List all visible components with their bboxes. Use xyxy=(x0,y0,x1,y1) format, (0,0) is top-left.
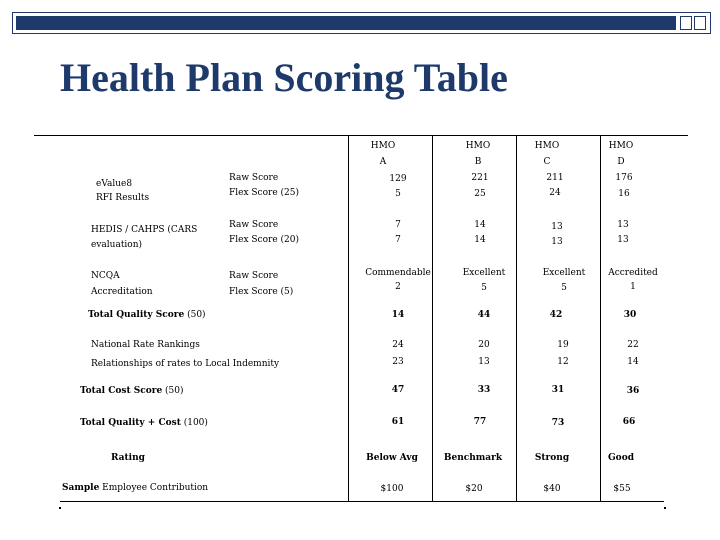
col-header-hmo-a-letter: A xyxy=(379,157,387,167)
cell-evalue8-a: 129 xyxy=(389,174,407,184)
cell-hedis-flex-b: 14 xyxy=(474,235,486,245)
col-header-hmo-c-letter: C xyxy=(543,157,551,167)
row-sub-raw-score: Raw Score xyxy=(229,271,279,281)
row-sub-raw-score: Raw Score xyxy=(229,173,279,183)
cell-rfi-a: 5 xyxy=(395,189,401,199)
row-label-ncqa: NCQA xyxy=(91,271,120,281)
cell-evalue8-b: 221 xyxy=(471,173,489,183)
row-label-evaluation: evaluation) xyxy=(91,240,143,250)
cell-hedis-flex-c: 13 xyxy=(551,237,563,247)
col-divider-a xyxy=(348,135,349,501)
cell-hedis-raw-c: 13 xyxy=(551,222,563,232)
header-fill xyxy=(16,16,676,30)
cell-ncqa-flex-b: 5 xyxy=(481,283,487,293)
cell-ncqa-raw-c: Excellent xyxy=(542,268,586,278)
col-header-hmo-b: HMO xyxy=(465,141,491,151)
cell-ncqa-raw-d: Accredited xyxy=(608,268,658,278)
cell-evalue8-d: 176 xyxy=(615,173,633,183)
cell-national-a: 24 xyxy=(392,340,404,350)
footer-dot-right xyxy=(664,507,666,509)
header-square-left xyxy=(680,16,692,30)
cell-ncqa-raw-b: Excellent xyxy=(462,268,506,278)
cell-relationship-c: 12 xyxy=(557,357,569,367)
col-header-hmo-b-letter: B xyxy=(474,157,482,167)
cell-rating-d: Good xyxy=(608,453,634,463)
sample-bold: Sample xyxy=(62,483,100,493)
cell-total-qc-c: 73 xyxy=(551,418,565,428)
cell-sample-c: $40 xyxy=(543,484,561,494)
total-quality-bold: Total Quality Score xyxy=(88,310,185,320)
col-header-hmo-d: HMO xyxy=(608,141,634,151)
cell-total-qc-a: 61 xyxy=(391,417,405,427)
row-label-total-quality xyxy=(88,310,206,320)
cell-hedis-flex-a: 7 xyxy=(395,235,401,245)
cell-total-cost-b: 33 xyxy=(477,385,491,395)
row-sub-raw-score: Raw Score xyxy=(229,220,279,230)
total-cost-max: (50) xyxy=(162,386,184,396)
row-sub-flex-score: Flex Score (20) xyxy=(229,235,299,245)
cell-hedis-flex-d: 13 xyxy=(617,235,629,245)
cell-sample-d: $55 xyxy=(613,484,631,494)
col-divider-b xyxy=(432,135,433,501)
page-title: Health Plan Scoring Table xyxy=(60,55,508,100)
cell-total-quality-a: 14 xyxy=(391,310,405,320)
cell-rfi-b: 25 xyxy=(474,189,486,199)
cell-rfi-d: 16 xyxy=(618,189,630,199)
cell-total-qc-d: 66 xyxy=(622,417,636,427)
cell-ncqa-flex-d: 1 xyxy=(630,282,636,292)
row-sub-flex-score: Flex Score (25) xyxy=(229,188,299,198)
slide-header-bar xyxy=(12,12,711,34)
cell-national-c: 19 xyxy=(557,340,569,350)
row-label-accreditation: Accreditation xyxy=(91,287,153,297)
row-label-hedis-cahps: HEDIS / CAHPS (CARS xyxy=(91,225,198,235)
cell-ncqa-flex-a: 2 xyxy=(395,282,401,292)
cell-national-d: 22 xyxy=(627,340,639,350)
total-quality-max: (50) xyxy=(184,310,206,320)
cell-relationship-d: 14 xyxy=(627,357,639,367)
row-label-rfi-results: RFI Results xyxy=(96,193,150,203)
table-bottom-rule xyxy=(60,501,664,502)
cell-total-quality-d: 30 xyxy=(623,310,637,320)
cell-hedis-raw-d: 13 xyxy=(617,220,629,230)
table-top-rule xyxy=(34,135,688,136)
cell-rating-c: Strong xyxy=(534,453,570,463)
total-cost-bold: Total Cost Score xyxy=(80,386,163,396)
cell-rating-b: Benchmark xyxy=(443,453,503,463)
cell-sample-b: $20 xyxy=(465,484,483,494)
row-sub-flex-score: Flex Score (5) xyxy=(229,287,294,297)
col-header-hmo-a: HMO xyxy=(370,141,396,151)
header-square-right xyxy=(694,16,706,30)
cell-total-qc-b: 77 xyxy=(473,417,487,427)
col-divider-c xyxy=(516,135,517,501)
total-quality-cost-max: (100) xyxy=(180,418,208,428)
cell-ncqa-raw-a: Commendable xyxy=(365,268,431,278)
cell-rfi-c: 24 xyxy=(549,188,561,198)
cell-ncqa-flex-c: 5 xyxy=(561,283,567,293)
cell-hedis-raw-b: 14 xyxy=(474,220,486,230)
sample-rest: Employee Contribution xyxy=(99,483,209,493)
cell-rating-a: Below Avg xyxy=(366,453,418,463)
row-label-sample-contribution xyxy=(62,483,208,493)
row-label-rating: Rating xyxy=(111,453,145,463)
cell-sample-a: $100 xyxy=(380,484,404,494)
cell-national-b: 20 xyxy=(478,340,490,350)
total-quality-cost-bold: Total Quality + Cost xyxy=(80,418,181,428)
cell-total-cost-d: 36 xyxy=(626,386,640,396)
cell-total-cost-a: 47 xyxy=(391,385,405,395)
row-label-national-rankings: National Rate Rankings xyxy=(91,340,200,350)
row-label-relationships: Relationships of rates to Local Indemnity xyxy=(91,359,280,369)
cell-hedis-raw-a: 7 xyxy=(395,220,401,230)
row-label-evalue8: eValue8 xyxy=(96,179,133,189)
col-header-hmo-d-letter: D xyxy=(617,157,625,167)
cell-evalue8-c: 211 xyxy=(546,173,564,183)
row-label-total-quality-cost xyxy=(80,418,208,428)
cell-total-quality-b: 44 xyxy=(477,310,491,320)
cell-relationship-a: 23 xyxy=(392,357,404,367)
col-divider-d xyxy=(600,135,601,501)
footer-dot-left xyxy=(59,507,61,509)
col-header-hmo-c: HMO xyxy=(534,141,560,151)
cell-relationship-b: 13 xyxy=(478,357,490,367)
cell-total-cost-c: 31 xyxy=(551,385,565,395)
cell-total-quality-c: 42 xyxy=(549,310,563,320)
row-label-total-cost xyxy=(80,386,184,396)
